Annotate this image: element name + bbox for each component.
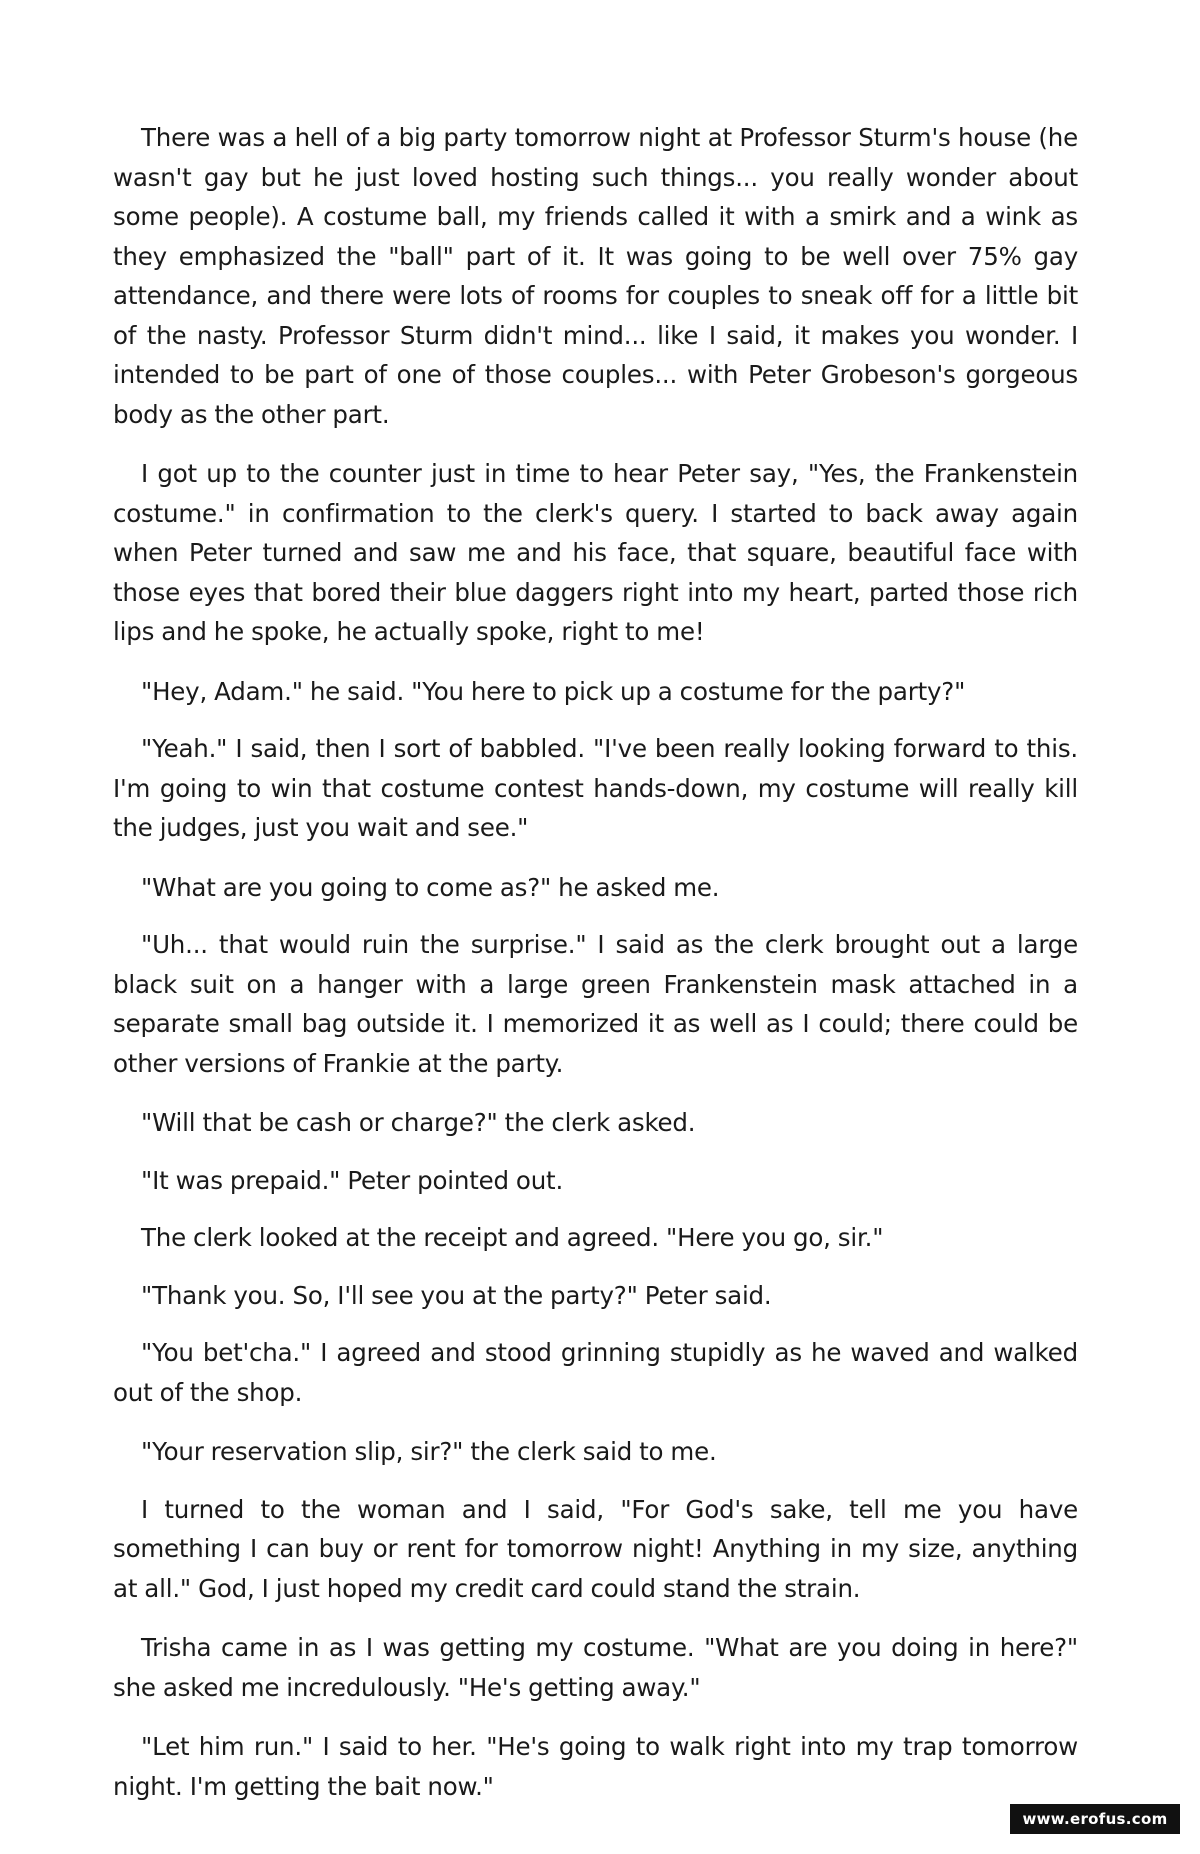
paragraph-surprise: "Uh... that would ruin the surprise." I said as the clerk brought out a large black suit on a hanger with a large green Frankenstein mask attached in a separate small bag outside it. I memorized it as well as I could; there could be other versions of Frankie at the party.	[113, 930, 1078, 1078]
paragraph-gods-sake: I turned to the woman and I said, "For God's sake, tell me you have something I can buy or rent for tomorrow night! Anything in my size, anything at all." God, I just hoped my credit card could stand the strain.	[113, 1494, 1078, 1603]
paragraph-yeah: "Yeah." I said, then I sort of babbled. "I've been really looking forward to this. I'm going to win that costume contest hands-down, my costume will really kill the judges, just you wait and see."	[113, 734, 1078, 842]
paragraph-let-him-run: "Let him run." I said to her. "He's going to walk right into my trap tomorrow night. I'm getting the bait now."	[113, 1732, 1078, 1801]
site-watermark: www.erofus.com	[1010, 1804, 1180, 1834]
paragraph-reservation-slip: "Your reservation slip, sir?" the clerk said to me.	[141, 1437, 717, 1466]
story-text	[113, 118, 1078, 1826]
paragraph-trisha: Trisha came in as I was getting my costume. "What are you doing in here?" she asked me incredulously. "He's getting away."	[113, 1633, 1078, 1702]
paragraph-prepaid: "It was prepaid." Peter pointed out.	[141, 1165, 564, 1195]
paragraph-betcha: "You bet'cha." I agreed and stood grinning stupidly as he waved and walked out of the shop.	[113, 1338, 1078, 1407]
paragraph-hey-adam: "Hey, Adam." he said. "You here to pick up a costume for the party?"	[141, 676, 966, 706]
paragraph-what-are-you: "What are you going to come as?" he asked me.	[141, 872, 720, 902]
paragraph-party-description: There was a hell of a big party tomorrow night at Professor Sturm's house (he wasn't gay but he just loved hosting such things... you really wonder about some people). A costume ball, my friends called it with a smirk and a wink as they emphasized the "ball" part of it. It was going to be well over 75% gay attendance, and there were lots of rooms for couples to sneak off for a little bit of the nasty. Professor Sturm didn't mind... like I said, it makes you wonder. I intended to be part of one of those couples... with Peter Grobeson's gorgeous body as the other part.	[113, 123, 1078, 429]
paragraph-counter: I got up to the counter just in time to hear Peter say, "Yes, the Frankenstein costume." in confirmation to the clerk's query. I started to back away again when Peter turned and saw me and his face, that square, beautiful face with those eyes that bored their blue daggers right into my heart, parted those rich lips and he spoke, he actually spoke, right to me!	[113, 459, 1078, 646]
paragraph-thank-you: "Thank you. So, I'll see you at the party?" Peter said.	[141, 1280, 772, 1310]
paragraph-receipt: The clerk looked at the receipt and agreed. "Here you go, sir."	[141, 1223, 884, 1252]
paragraph-cash-or-charge: "Will that be cash or charge?" the clerk asked.	[141, 1108, 696, 1137]
